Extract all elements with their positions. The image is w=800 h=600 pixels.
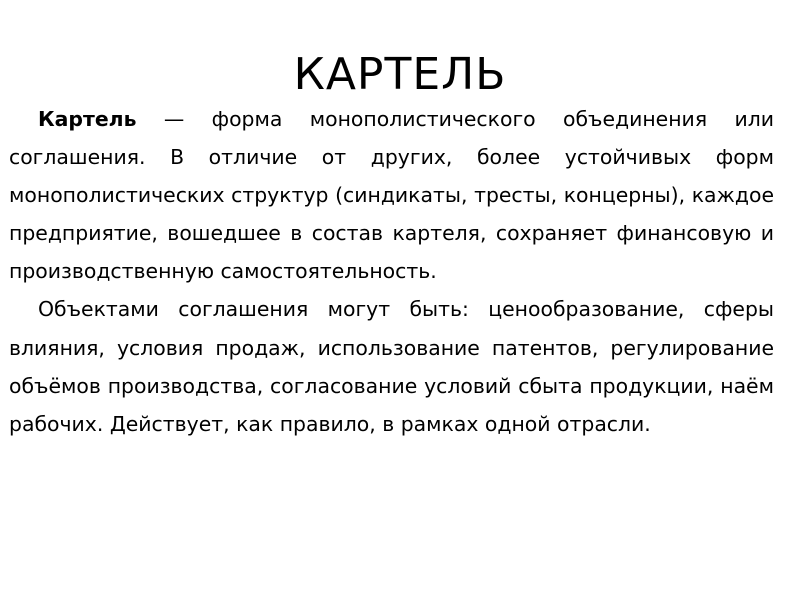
definition-text: — форма монополистического объединения или соглашения. В отличие от других, более устойчивых форм монополистических структур (синдикаты, тресты, концерны), каждое предприятие, вошедшее в состав картеля, сохраняет финансовую и производственную самостоятельность. (9, 107, 774, 284)
objects-paragraph: Объектами соглашения могут быть: ценообразование, сферы влияния, условия продаж, использование патентов, регулирование объёмов производства, согласование условий сбыта продукции, наём рабочих. Действует, как правило, в рамках одной отрасли. (9, 297, 774, 436)
slide-body (9, 100, 774, 443)
term-bold: Картель (38, 107, 137, 131)
slide-title: КАРТЕЛЬ (293, 49, 507, 100)
definition-paragraph (9, 100, 774, 290)
